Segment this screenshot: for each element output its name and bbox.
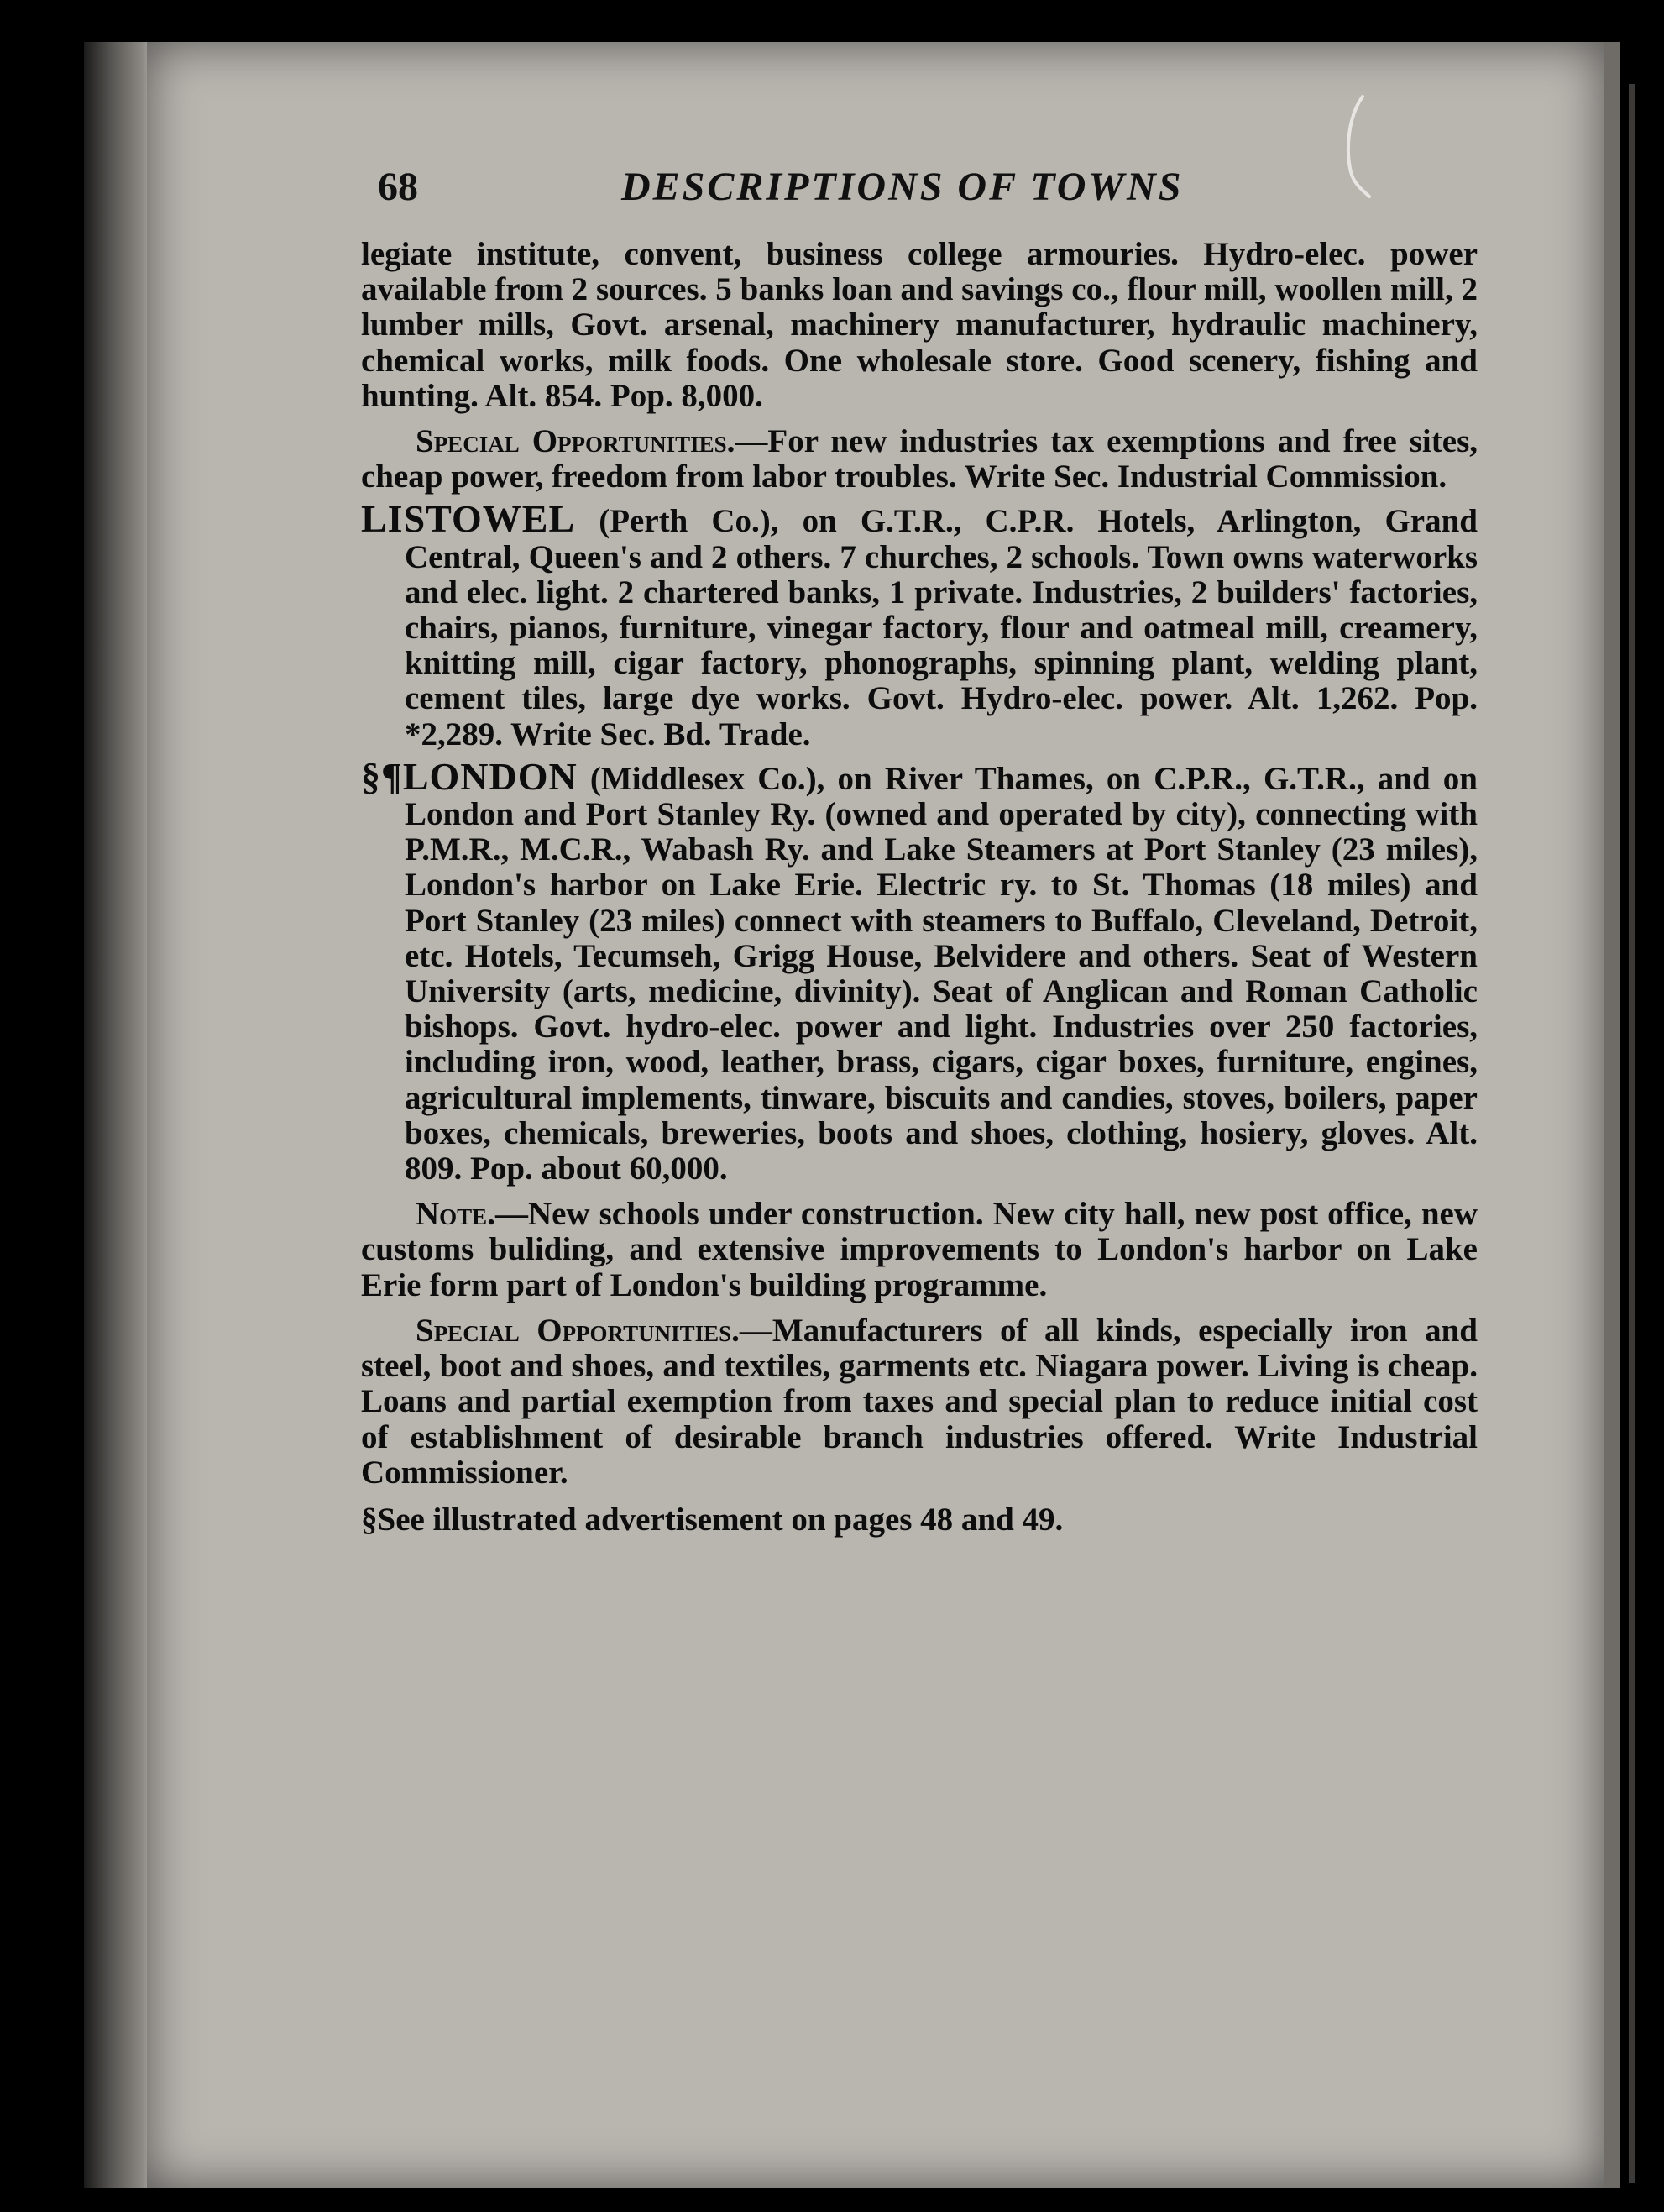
- section-label: Special Opportunities.: [416, 1312, 740, 1349]
- page-header: [378, 164, 1469, 223]
- paragraph-text: —Manufacturers of all kinds, especially iron and steel, boot and shoes, and textiles, garments etc. Niagara power. Living is cheap. Loans and partial exemption from taxes and special plan to reduce initial cost of establishment of desirable branch industries offered. Write Industrial Commissioner.: [361, 1312, 1478, 1491]
- entry-london: [361, 754, 1478, 1187]
- page-edge-shadow: [1629, 84, 1635, 2183]
- footnote: §See illustrated advertisement on pages 48 and 49.: [361, 1501, 1064, 1538]
- paragraph-note: [361, 1197, 1478, 1303]
- entry-text: (Perth Co.), on G.T.R., C.P.R. Hotels, Arlington, Grand Central, Queen's and 2 others. 7 churches, 2 schools. Town owns waterworks and elec. light. 2 chartered banks, 1 private. Industries, 2 builders' factories, chairs, pianos, furniture, vinegar factory, flour and oatmeal mill, creamery, knitting mill, cigar factory, phonographs, spinning plant, welding plant, cement tiles, large dye works. Govt. Hydro-elec. power. Alt. 1,262. Pop. *2,289. Write Sec. Bd. Trade.: [405, 503, 1478, 752]
- section-label: Special Opportunities.: [416, 423, 735, 460]
- body-text: [361, 237, 1478, 1538]
- page-edge-strip: [1604, 42, 1620, 2188]
- paragraph-special-opportunities-2: [361, 1313, 1478, 1491]
- page-number: 68: [378, 165, 418, 209]
- entry-listowel: [361, 497, 1478, 752]
- paragraph-special-opportunities-1: [361, 424, 1478, 495]
- paragraph-text: —For new industries tax exemptions and free sites, cheap power, freedom from labor troubles. Write Sec. Industrial Commission.: [361, 423, 1478, 495]
- town-name-london: §¶LONDON: [361, 754, 578, 798]
- paragraph-continuation: legiate institute, convent, business college armouries. Hydro-elec. power available from 2 sources. 5 banks loan and savings co., flour mill, woollen mill, 2 lumber mills, Govt. arsenal, machinery manufacturer, hydraulic machinery, chemical works, milk foods. One wholesale store. Good scenery, fishing and hunting. Alt. 854. Pop. 8,000.: [361, 236, 1478, 414]
- book-gutter: [84, 42, 155, 2188]
- entry-text: (Middlesex Co.), on River Thames, on C.P.R., G.T.R., and on London and Port Stanley Ry. (owned and operated by city), connecting with P.M.R., M.C.R., Wabash Ry. and Lake Steamers at Port Stanley (23 miles), London's harbor on Lake Erie. Electric ry. to St. Thomas (18 miles) and Port Stanley (23 miles) connect with steamers to Buffalo, Cleveland, Detroit, etc. Hotels, Tecumseh, Grigg House, Belvidere and others. Seat of Western University (arts, medicine, divinity). Seat of Anglican and Roman Catholic bishops. Govt. hydro-elec. power and light. Industries over 250 factories, including iron, wood, leather, brass, cigars, cigar boxes, furniture, engines, agricultural implements, tinware, biscuits and candies, stoves, boilers, paper boxes, chemicals, breweries, boots and shoes, clothing, hosiery, gloves. Alt. 809. Pop. about 60,000.: [405, 760, 1478, 1187]
- running-head: DESCRIPTIONS OF TOWNS: [621, 165, 1184, 209]
- section-label: Note.: [416, 1196, 495, 1233]
- town-name-listowel: LISTOWEL: [361, 497, 576, 541]
- paragraph-text: —New schools under construction. New city hall, new post office, new customs buliding, and extensive improvements to London's harbor on Lake Erie form part of London's building programme.: [361, 1196, 1478, 1303]
